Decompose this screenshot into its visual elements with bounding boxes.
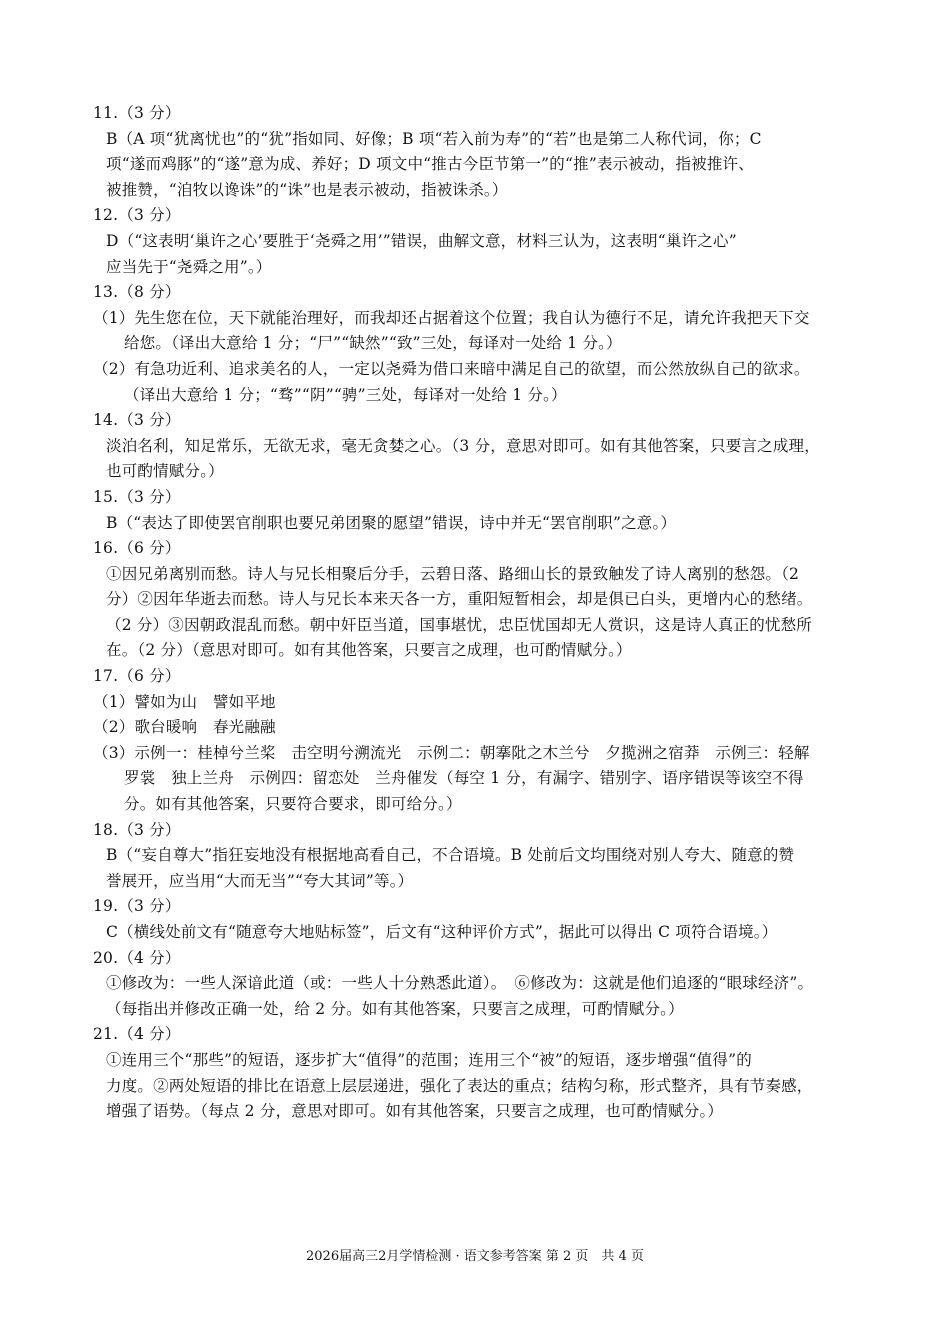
- answer-text: 在。（2 分）（意思对即可。如有其他答案，只要言之成理，也可酌情赋分。）: [106, 641, 632, 660]
- answer-text: 分）②因年华逝去而愁。诗人与兄长本来天各一方，重阳短暂相会，却是俱已白头，更增内心的愁绪。: [106, 590, 813, 609]
- answer-text: （每指出并修改正确一处，给 2 分。如有其他答案，只要言之成理，可酌情赋分。）: [106, 999, 684, 1018]
- answer-text: 项“遂而鸡豚”的“遂”意为成、养好；D 项文中“推古今臣节第一”的“推”表示被动，指被推许、: [106, 155, 754, 174]
- question-number: 11.（3 分）: [93, 104, 181, 122]
- answer-text: ①因兄弟离别而愁。诗人与兄长相聚后分手，云碧日落、路细山长的景致触发了诗人离别的愁怨。（2: [106, 564, 800, 583]
- question-number: 19.（3 分）: [93, 897, 181, 916]
- answer-text: 应当先于“尧舜之用”。）: [106, 257, 272, 276]
- answer-text: 誉展开，应当用“大而无当”“夸大其词”等。）: [106, 871, 414, 890]
- question-number: 18.（3 分）: [93, 820, 181, 839]
- question-number: 15.（3 分）: [93, 487, 181, 506]
- answer-text: （2 分）③因朝政混乱而愁。朝中奸臣当道，国事堪忧，忠臣忧国却无人赏识，这是诗人真正的忧愁所: [106, 615, 812, 634]
- question-number: 12.（3 分）: [93, 206, 181, 225]
- sub-answer-continuation: 分。如有其他答案，只要符合要求，即可给分。）: [124, 795, 462, 814]
- answer-text: ①连用三个“那些”的短语，逐步扩大“值得”的范围；连用三个“被”的短语，逐步增强“值得”的: [106, 1050, 752, 1069]
- sub-answer-text: （2）歌台暖响 春光融融: [93, 718, 276, 737]
- answer-content: [89, 101, 864, 1125]
- answer-text: B（“妄自尊大”指狂妄地没有根据地高看自己，不合语境。B 处前后文均围绕对别人夸大、随意的赞: [106, 846, 795, 865]
- answer-text: 增强了语势。（每点 2 分，意思对即可。如有其他答案，只要言之成理，也可酌情赋分。）: [106, 1102, 724, 1121]
- answer-text: 力度。②两处短语的排比在语意上层层递进，强化了表达的重点；结构匀称，形式整齐，具有节奏感，: [106, 1076, 813, 1095]
- sub-answer-continuation: 给您。（译出大意给 1 分；“尸”“缺然”“致”三处，每译对一处给 1 分。）: [124, 334, 622, 353]
- question-number: 21.（4 分）: [93, 1025, 181, 1044]
- answer-text: 也可酌情赋分。）: [106, 462, 224, 481]
- answer-text: B（“表达了即使罢官削职也要兄弟团聚的愿望”错误，诗中并无“罢官削职”之意。）: [106, 513, 677, 532]
- sub-answer-text: （3）示例一：桂棹兮兰桨 击空明兮溯流光 示例二：朝搴阰之木兰兮 夕揽洲之宿莽 示例三：轻解: [93, 743, 810, 762]
- question-number: 13.（8 分）: [93, 283, 181, 302]
- sub-answer-text: （1）譬如为山 譬如平地: [93, 692, 276, 711]
- answer-text: D（“这表明‘巢许之心’要胜于‘尧舜之用’”错误，曲解文意，材料三认为，这表明“巢许之心”: [106, 231, 737, 250]
- answer-text: B（A 项“犹离忧也”的“犹”指如同、好像；B 项“若入前为寿”的“若”也是第二人称代词，你；C: [106, 129, 762, 148]
- answer-text: C（横线处前文有“随意夸大地贴标签”，后文有“这种评价方式”，据此可以得出 C 项符合语境。）: [106, 923, 778, 941]
- question-number: 17.（6 分）: [93, 667, 181, 686]
- question-number: 14.（3 分）: [93, 411, 181, 430]
- page-footer: 2026届高三2月学情检测 · 语文参考答案 第 2 页 共 4 页: [306, 1249, 644, 1264]
- sub-answer-continuation: 罗裳 独上兰舟 示例四：留恋处 兰舟催发（每空 1 分，有漏字、错别字、语序错误等该空不得: [124, 769, 804, 788]
- answer-text: ①修改为：一些人深谙此道（或：一些人十分熟悉此道）。 ⑥修改为：这就是他们追逐的“眼球经济”。: [106, 974, 814, 993]
- sub-answer-text: （1）先生您在位，天下就能治理好，而我却还占据着这个位置；我自认为德行不足，请允许我把天下交: [93, 308, 810, 327]
- sub-answer-text: （2）有急功近利、追求美名的人，一定以尧舜为借口来暗中满足自己的欲望，而公然放纵自己的欲求。: [93, 359, 810, 378]
- sub-answer-continuation: （译出大意给 1 分；“骛”“阴”“骋”三处，每译对一处给 1 分。）: [124, 385, 567, 404]
- answer-text: 淡泊名利，知足常乐，无欲无求，毫无贪婪之心。（3 分，意思对即可。如有其他答案，只要言之成理，: [106, 436, 820, 455]
- answer-text: 被推赞，“洎牧以谗诛”的“诛”也是表示被动，指被诛杀。）: [106, 180, 508, 199]
- question-number: 20.（4 分）: [93, 948, 181, 967]
- question-number: 16.（6 分）: [93, 539, 181, 558]
